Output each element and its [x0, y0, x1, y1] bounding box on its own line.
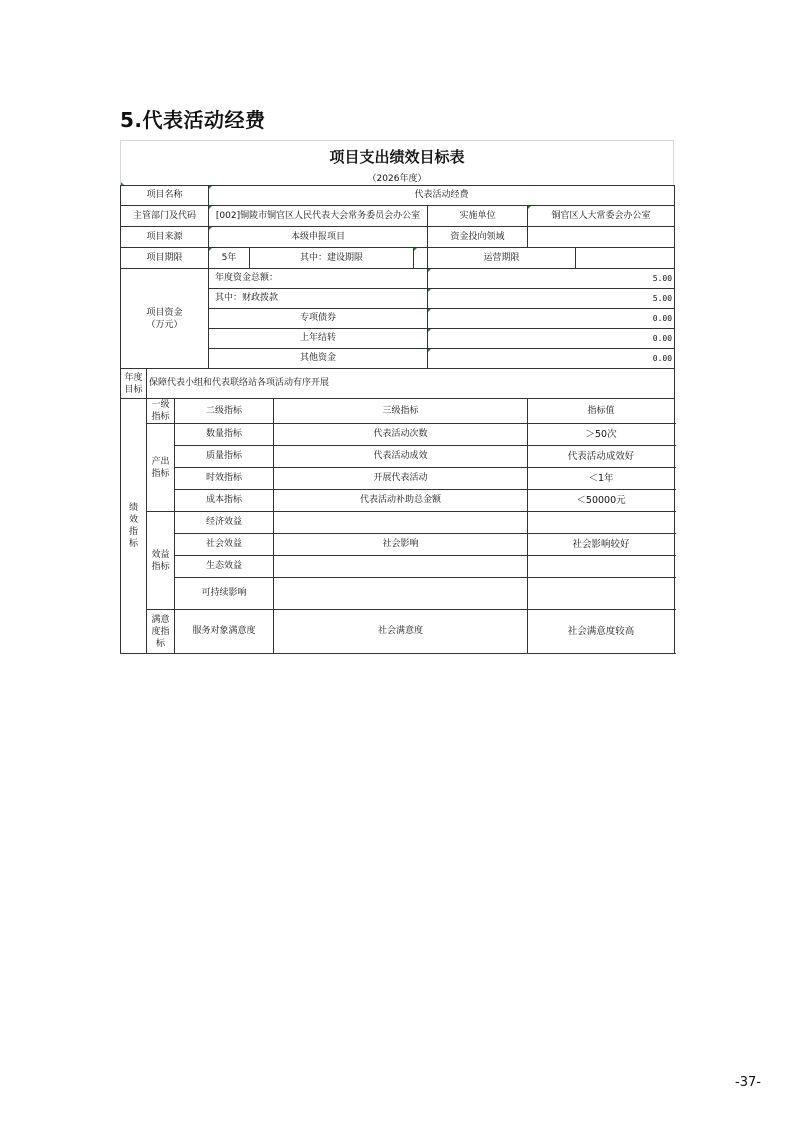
output-level2-1: 质量指标 [175, 446, 274, 468]
output-level2-0: 数量指标 [175, 424, 274, 446]
table-title: 项目支出绩效目标表 [120, 140, 674, 173]
fund-value-other: 0.00 [428, 349, 675, 369]
performance-label: 绩 效 指 标 [121, 399, 147, 654]
benefit-level2-2: 生态效益 [175, 556, 274, 578]
page-number: -37- [735, 1075, 761, 1090]
department-label: 主管部门及代码 [121, 206, 209, 227]
benefit-level2-3: 可持续影响 [175, 578, 274, 610]
satisfaction-level2-0: 服务对象满意度 [175, 610, 274, 654]
value-header: 指标值 [528, 399, 675, 424]
row-source [121, 227, 675, 248]
section-title: 5.代表活动经费 [120, 108, 266, 132]
fund-value-fiscal: 5.00 [428, 289, 675, 309]
construction-period-value [414, 248, 428, 269]
row-year-goal [121, 369, 675, 399]
row-output-quantity [121, 424, 675, 446]
period-value: 5年 [209, 248, 250, 269]
output-value-1: 代表活动成效好 [528, 446, 675, 468]
fund-label-carryover: 上年结转 [209, 329, 428, 349]
goal-table [120, 185, 675, 654]
satisfaction-level3-0: 社会满意度 [274, 610, 528, 654]
fund-value-total: 5.00 [428, 269, 675, 289]
fund-value-bonds: 0.00 [428, 309, 675, 329]
fund-value-carryover: 0.00 [428, 329, 675, 349]
investment-area-label: 资金投向领域 [428, 227, 528, 248]
year-goal-value: 保障代表小组和代表联络站各项活动有序开展 [147, 369, 675, 399]
output-value-2: ＜1年 [528, 468, 675, 490]
row-benefit-economic [121, 512, 675, 534]
project-name-value: 代表活动经费 [209, 186, 675, 206]
output-level2-2: 时效指标 [175, 468, 274, 490]
fund-label-fiscal: 其中：财政拨款 [209, 289, 428, 309]
row-department [121, 206, 675, 227]
fund-label-total: 年度资金总额： [209, 269, 428, 289]
funds-label: 项目资金 （万元） [121, 269, 209, 369]
benefit-level2-0: 经济效益 [175, 512, 274, 534]
operation-period-value [576, 248, 675, 269]
row-indicator-header [121, 399, 675, 424]
fund-label-other: 其他资金 [209, 349, 428, 369]
level3-header: 三级指标 [274, 399, 528, 424]
benefit-level3-1: 社会影响 [274, 534, 528, 556]
table-year [120, 173, 674, 185]
row-output-timeliness [121, 468, 675, 490]
benefit-value-3 [528, 578, 675, 610]
row-period [121, 248, 675, 269]
row-output-quality [121, 446, 675, 468]
source-value: 本级申报项目 [209, 227, 428, 248]
row-benefit-sustainable [121, 578, 675, 610]
investment-area-value [528, 227, 675, 248]
construction-period-label: 其中：建设期限 [250, 248, 414, 269]
row-benefit-ecological [121, 556, 675, 578]
output-value-3: ＜50000元 [528, 490, 675, 512]
row-benefit-social [121, 534, 675, 556]
level2-header: 二级指标 [175, 399, 274, 424]
row-satisfaction [121, 610, 675, 654]
year-goal-label: 年度 目标 [121, 369, 147, 399]
benefit-value-0 [528, 512, 675, 534]
output-value-0: ＞50次 [528, 424, 675, 446]
benefit-value-2 [528, 556, 675, 578]
output-level3-0: 代表活动次数 [274, 424, 528, 446]
performance-target-table [120, 140, 674, 654]
benefit-level3-0 [274, 512, 528, 534]
benefit-level2-1: 社会效益 [175, 534, 274, 556]
table-year-text: （2026年度） [367, 174, 427, 184]
level1-header: 一级 指标 [147, 399, 175, 424]
satisfaction-value-0: 社会满意度较高 [528, 610, 675, 654]
output-label: 产出 指标 [147, 424, 175, 512]
benefit-label: 效益 指标 [147, 512, 175, 610]
row-project-name [121, 186, 675, 206]
row-output-cost [121, 490, 675, 512]
benefit-level3-2 [274, 556, 528, 578]
source-label: 项目来源 [121, 227, 209, 248]
project-name-label: 项目名称 [121, 186, 209, 206]
department-value: [002]铜陵市铜官区人民代表大会常务委员会办公室 [209, 206, 428, 227]
output-level3-2: 开展代表活动 [274, 468, 528, 490]
benefit-level3-3 [274, 578, 528, 610]
output-level3-1: 代表活动成效 [274, 446, 528, 468]
benefit-value-1: 社会影响较好 [528, 534, 675, 556]
fund-label-bonds: 专项债券 [209, 309, 428, 329]
operation-period-label: 运营期限 [428, 248, 576, 269]
satisfaction-label: 满意 度指 标 [147, 610, 175, 654]
period-label: 项目期限 [121, 248, 209, 269]
output-level2-3: 成本指标 [175, 490, 274, 512]
row-fund-total [121, 269, 675, 289]
implementer-label: 实施单位 [428, 206, 528, 227]
output-level3-3: 代表活动补助总金额 [274, 490, 528, 512]
implementer-value: 铜官区人大常委会办公室 [528, 206, 675, 227]
